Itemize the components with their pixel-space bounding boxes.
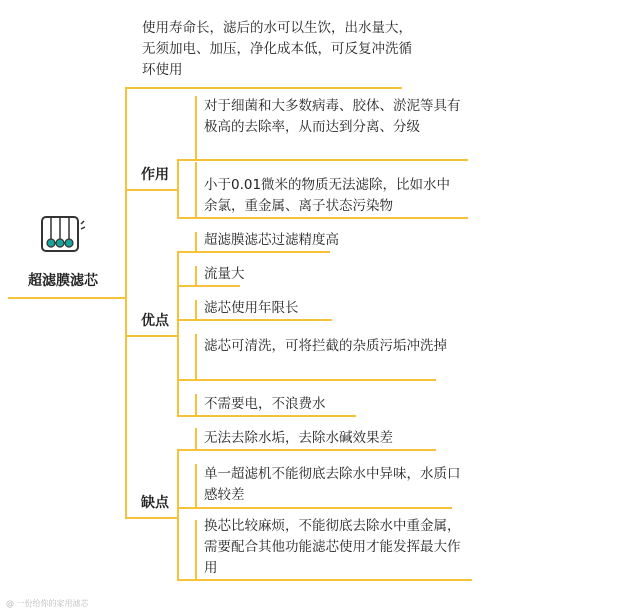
- watermark-text: @ 一份给你的家用滤芯: [6, 599, 89, 608]
- root-label: 超滤膜滤芯: [28, 273, 98, 289]
- root-node: [8, 214, 118, 290]
- top-note-connector: [126, 88, 142, 298]
- disadvantage-item-3: 换芯比较麻烦，不能彻底去除水中重金属，需要配合其他功能滤芯使用才能发挥最大作用: [204, 518, 461, 576]
- advantage-item-5: 不需要电，不浪费水: [204, 396, 326, 412]
- function-item-2: 小于0.01微米的物质无法滤除，比如水中余氯，重金属、离子状态污染物: [204, 177, 451, 214]
- branch-function-label: 作用: [141, 167, 169, 183]
- advantage-item-3: 滤芯使用年限长: [204, 300, 299, 316]
- advantage-item-1: 超滤膜滤芯过滤精度高: [204, 232, 339, 248]
- disadvantage-item-2: 单一超滤机不能彻底去除水中异味，水质口感较差: [204, 466, 461, 503]
- disadvantage-item-1: 无法去除水垢，去除水碱效果差: [204, 430, 393, 446]
- branch-advantages-label: 优点: [141, 313, 169, 329]
- advantage-item-2: 流量大: [204, 266, 245, 282]
- top-note: 使用寿命长，滤后的水可以生饮，出水量大，无须加电、加压，净化成本低，可反复冲洗循环使用: [142, 20, 412, 78]
- advantage-item-4: 滤芯可清洗，可将拦截的杂质污垢冲洗掉: [204, 338, 447, 354]
- filter-cartridge-icon: [39, 214, 87, 256]
- branch-disadvantages-label: 缺点: [141, 495, 169, 511]
- function-item-1: 对于细菌和大多数病毒、胶体、淤泥等具有极高的去除率，从而达到分离、分级: [204, 98, 461, 135]
